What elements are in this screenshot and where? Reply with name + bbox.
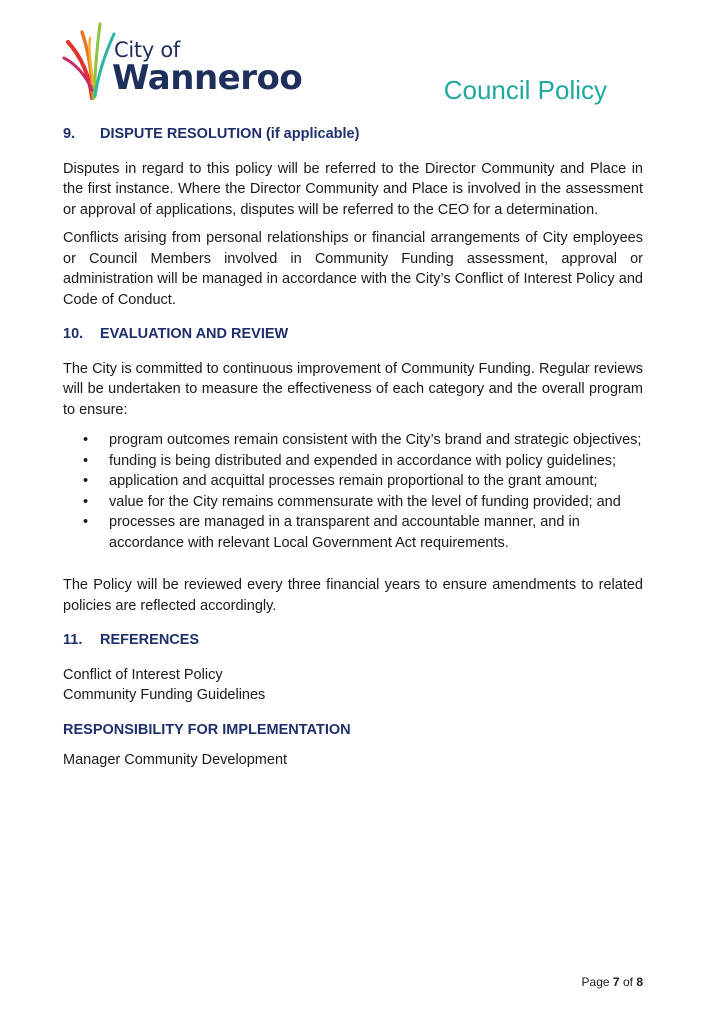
city-of-wanneroo-logo bbox=[62, 20, 302, 102]
list-item bbox=[63, 492, 643, 513]
document-body bbox=[63, 124, 643, 771]
responsibility-heading: RESPONSIBILITY FOR IMPLEMENTATION bbox=[63, 721, 351, 738]
bullet-icon: • bbox=[83, 432, 89, 448]
references-list bbox=[63, 665, 643, 706]
section-10-paragraph-1: The City is committed to continuous improvement of Community Funding. Regular reviews will be undertaken to measure the effectiveness of each category and the overall program to ensure: bbox=[63, 360, 643, 418]
page-label: Page bbox=[581, 975, 610, 989]
list-item bbox=[63, 430, 643, 451]
page-of: of bbox=[622, 975, 633, 989]
section-10-heading bbox=[63, 324, 643, 345]
list-item-text: value for the City remains commensurate with the level of funding provided; and bbox=[109, 493, 621, 510]
page-number bbox=[582, 975, 643, 989]
section-11-number: 11. bbox=[63, 632, 83, 648]
list-item-text: program outcomes remain consistent with the City’s brand and strategic objectives; bbox=[109, 432, 642, 448]
logo-wanneroo-text: Wanneroo bbox=[112, 58, 303, 98]
bullet-icon: • bbox=[83, 473, 89, 489]
section-9-heading bbox=[63, 124, 643, 145]
section-11-heading bbox=[63, 630, 643, 651]
logo-city-of-text: City of bbox=[114, 38, 180, 62]
list-item bbox=[63, 512, 643, 553]
bullet-icon: • bbox=[83, 514, 89, 530]
section-10-title: EVALUATION AND REVIEW bbox=[100, 326, 289, 342]
bullet-icon: • bbox=[83, 452, 89, 469]
page-total: 8 bbox=[636, 975, 643, 989]
section-10-number: 10. bbox=[63, 326, 84, 342]
section-9-title: DISPUTE RESOLUTION (if applicable) bbox=[100, 126, 360, 142]
list-item bbox=[63, 471, 643, 492]
list-item-text: funding is being distributed and expended in accordance with policy guidelines; bbox=[109, 452, 617, 469]
list-item bbox=[63, 451, 643, 472]
document-type-title: Council Policy bbox=[443, 75, 607, 105]
section-9-paragraph-1: Disputes in regard to this policy will be referred to the Director Community and Place in the first instance. Where the Director Community and Place is involved in the assessment or approval of applications, disputes will be referred to the CEO for a determination. bbox=[63, 160, 643, 218]
section-9-number: 9. bbox=[63, 126, 76, 142]
responsibility-value: Manager Community Development bbox=[63, 752, 288, 768]
page-current: 7 bbox=[612, 975, 620, 989]
reference-item: Community Funding Guidelines bbox=[63, 687, 266, 703]
section-11-title: REFERENCES bbox=[100, 632, 200, 648]
reference-item: Conflict of Interest Policy bbox=[63, 666, 223, 683]
list-item-text: application and acquittal processes remain proportional to the grant amount; bbox=[109, 473, 598, 489]
bullet-icon: • bbox=[83, 493, 89, 510]
section-9-paragraph-2: Conflicts arising from personal relationships or financial arrangements of City employees or Council Members involved in Community Funding assessment, approval or administration will be managed in accordance with the City’s Conflict of Interest Policy and Code of Conduct. bbox=[63, 230, 643, 308]
list-item-text: processes are managed in a transparent and accountable manner, and in accordance with relevant Local Government Act requirements. bbox=[109, 514, 580, 551]
section-10-bullet-list bbox=[63, 430, 643, 553]
section-10-paragraph-2: The Policy will be reviewed every three financial years to ensure amendments to related policies are reflected accordingly. bbox=[63, 577, 643, 614]
